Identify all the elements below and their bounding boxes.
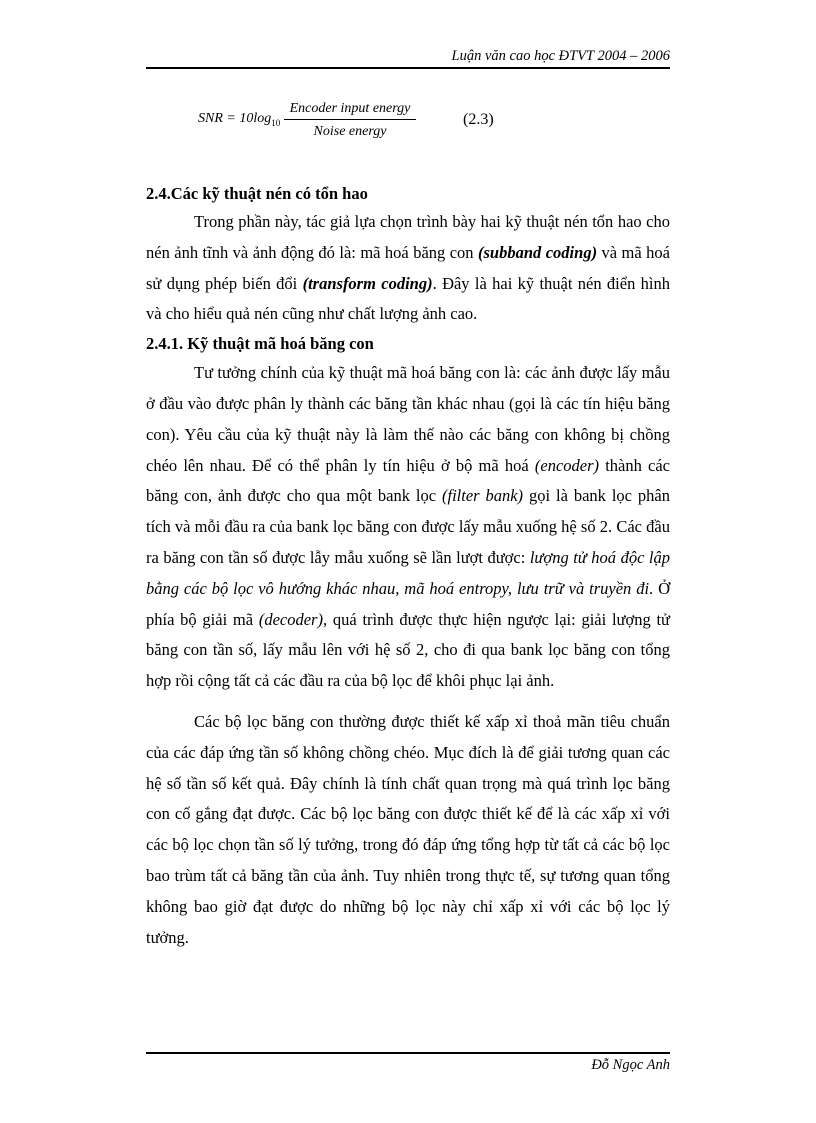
decoder-term: (decoder) bbox=[258, 609, 323, 629]
filter-bank-term: (filter bank) bbox=[441, 486, 524, 506]
paragraph-subband-idea: Tư tưởng chính của kỹ thuật mã hoá băng con là: các ảnh được lấy mẫu ở đầu vào được phân ly thành các băng tần khác nhau (gọi là các tín hiệu băng con). Yêu cầu của kỹ thuật này là làm thế nào các băng con không bị chồng chéo lên nhau. Để có thể phân ly tín hiệu ở bộ mã hoá (encoder) thành các băng con, ảnh được cho qua một bank lọc (filter bank) gọi là bank lọc phân tích và mỗi đầu ra của bank lọc băng con được lấy mẫu xuống hệ số 2. Các đầu ra băng con tần số được lẫy mẫu xuống sẽ lần lượt được: lượng tử hoá độc lập bằng các bộ lọc vô hướng khác nhau, mã hoá entropy, lưu trữ và truyền đi. Ở phía bộ giải mã (decoder), quá trình được thực hiện ngược lại: giải lượng tử băng con tần số, lấy mẫu lên với hệ số 2, cho đi qua bank lọc băng con tổng hợp rồi cộng tất cả các đầu ra của bộ lọc để khôi phục lại ảnh. bbox=[146, 363, 671, 691]
section-heading: 2.4.Các kỹ thuật nén có tổn hao bbox=[146, 184, 368, 203]
formula-numerator: Encoder input energy bbox=[289, 101, 411, 116]
subband-coding-term: (subband coding) bbox=[478, 242, 598, 262]
subsection-heading: 2.4.1. Kỹ thuật mã hoá băng con bbox=[146, 334, 374, 354]
formula-lhs: SNR = $10\log_{10}$ bbox=[198, 111, 281, 128]
footer-author: Đỗ Ngọc Anh bbox=[591, 1057, 670, 1073]
running-header: Luận văn cao học ĐTVT 2004 – 2006 bbox=[451, 48, 670, 64]
page-body bbox=[146, 182, 670, 953]
fraction-bar bbox=[284, 119, 416, 120]
encoder-term: (encoder) bbox=[534, 455, 600, 475]
intro-paragraph: Trong phần này, tác giả lựa chọn trình bày hai kỹ thuật nén tổn hao cho nén ảnh tĩnh và ảnh động đó là: mã hoá băng con (subband coding) và mã hoá sử dụng phép biến đổi (transform coding). Đây là hai kỹ thuật nén điển hình và cho hiểu quả nén cũng như chất lượng ảnh cao. bbox=[146, 212, 670, 324]
transform-coding-term: (transform coding) bbox=[302, 273, 433, 293]
paragraph-filter-design: Các bộ lọc băng con thường được thiết kế xấp xỉ thoả mãn tiêu chuẩn của các đáp ứng tần số không chồng chéo. Mục đích là để giải tương quan các hệ số tần số kết quả. Đây chính là tính chất quan trọng mà quá trình lọc băng con cố gắng đạt được. Các bộ lọc băng con được thiết kế để là các xấp xỉ với các bộ lọc chọn tần số lý tưởng, trong đó đáp ứng tổng hợp từ tất cả các bộ lọc bao trùm tất cả băng tần của ảnh. Tuy nhiên trong thực tế, sự tương quan tổng không bao giờ đạt được do những bộ lọc này chỉ xấp xỉ với các bộ lọc lý tưởng. bbox=[146, 711, 670, 947]
processing-steps: lượng tử hoá độc lập bằng các bộ lọc vô hướng khác nhau, mã hoá entropy, lưu trữ và truyền đi bbox=[146, 547, 670, 598]
header-rule bbox=[146, 67, 670, 69]
formula-log-base: 10 bbox=[271, 117, 281, 128]
footer-rule bbox=[146, 1052, 670, 1054]
formula-fraction bbox=[284, 100, 416, 140]
equation-number: (2.3) bbox=[463, 111, 494, 128]
snr-formula bbox=[198, 100, 518, 140]
formula-denominator: Noise energy bbox=[313, 124, 387, 139]
